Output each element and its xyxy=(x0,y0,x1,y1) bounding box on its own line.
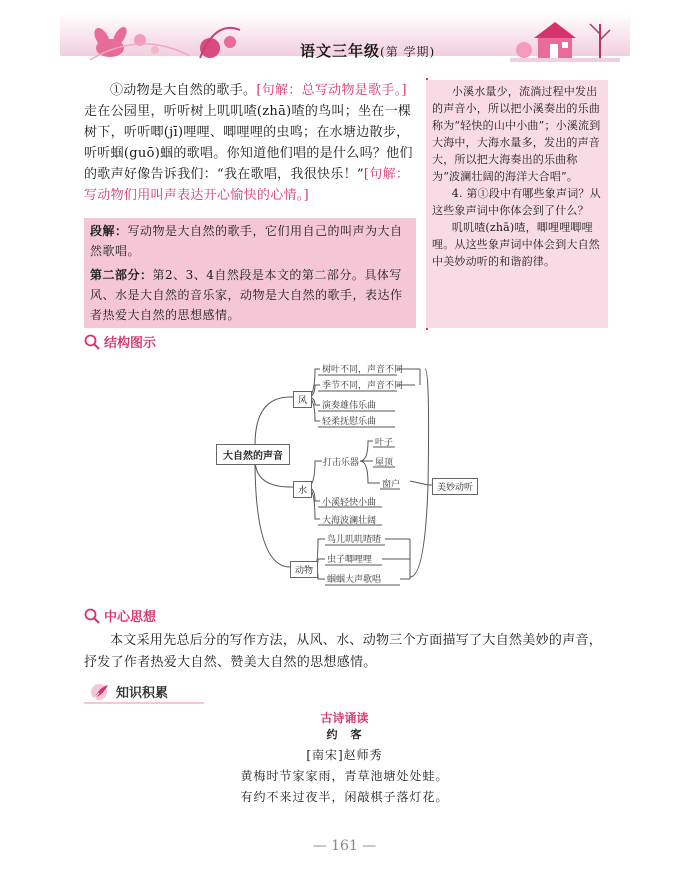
poem-title: 约 客 xyxy=(326,728,363,741)
sidebar-answer-4: 叽叽喳(zhā)喳，唧哩哩唧哩哩。从这些象声词中体会到大自然中美妙动听的和谐韵律。 xyxy=(432,221,600,268)
diagram-water-sub-item: 屋顶 xyxy=(375,458,394,468)
diagram-animal-item: 鸟儿叽叽喳喳 xyxy=(327,535,382,545)
knowledge-heading-text: 知识积累 xyxy=(116,686,169,701)
diagram-water-sub-label: 打击乐器 xyxy=(323,458,360,468)
page-number: — 161 — xyxy=(312,838,377,854)
paragraph-1 xyxy=(84,80,416,206)
magnifier-icon xyxy=(84,334,100,350)
diagram-water-sub-item: 叶子 xyxy=(375,438,394,448)
part-two-text: 第2、3、4自然段是本文的第二部分。具体写风、水是大自然的音乐家，动物是大自然的歌手，表达作者热爱大自然的思想感情。 xyxy=(90,268,403,322)
page-header xyxy=(0,0,689,70)
sidebar-notes xyxy=(426,80,608,328)
diagram-root: 大自然的声音 xyxy=(216,444,290,465)
diagram-conclusion: 美妙动听 xyxy=(432,478,478,495)
paragraph-analysis-label: 段解： xyxy=(90,224,128,238)
diagram-branch-wind: 风 xyxy=(293,391,312,408)
central-idea-heading xyxy=(84,606,156,625)
part-two-summary xyxy=(84,262,416,328)
diagram-water-item: 小溪轻快小曲 xyxy=(322,498,377,508)
diagram-branch-water: 水 xyxy=(293,481,312,498)
structure-heading-text: 结构图示 xyxy=(104,336,157,351)
header-title xyxy=(300,40,435,61)
poem-author: [南宋]赵师秀 xyxy=(306,748,383,762)
sentence-annotation-2: [句解：写动物们用叫声表达开心愉快的心情。] xyxy=(84,167,410,203)
book-title: 语文三年级 xyxy=(300,42,381,60)
central-idea-text: 本文采用先总后分的写作方法，从风、水、动物三个方面描写了大自然美妙的声音，抒发了作者热爱大自然、赞美大自然的思想感情。 xyxy=(84,633,603,670)
magnifier-icon xyxy=(84,608,100,624)
diagram-wind-item: 树叶不同，声音不同 xyxy=(322,365,404,375)
diagram-animal-item: 蝈蝈大声歌唱 xyxy=(327,575,382,585)
term-label: (第 学期) xyxy=(380,45,436,59)
central-idea-heading-text: 中心思想 xyxy=(104,610,157,625)
diagram-water-item: 大海波澜壮阔 xyxy=(322,516,377,526)
diagram-water-sub-item: 窗户 xyxy=(382,480,401,490)
diagram-wind-item: 轻柔抚慰乐曲 xyxy=(322,417,377,427)
paragraph-1-body: 走在公园里，听听树上叽叽喳(zhā)喳的鸟叫；坐在一棵树下，听听唧(jī)哩哩、唧哩哩的虫鸣；在水塘边散步，听听蝈(guō)蝈的歌唱。你知道他们唱的是什么吗？他们的歌声好像告诉我们：“我在歌唱，我很快乐！” xyxy=(84,104,413,182)
poem-line-2: 有约不来过夜半，闲敲棋子落灯花。 xyxy=(240,790,449,804)
sentence-annotation-1: [句解：总写动物是歌手。] xyxy=(256,83,407,98)
structure-heading xyxy=(84,332,156,351)
paragraph-analysis xyxy=(84,218,416,264)
floral-decoration-icon xyxy=(80,10,260,66)
sidebar-answer-3: 小溪水量少，流淌过程中发出的声音小，所以把小溪奏出的乐曲称为“轻快的山中小曲”；小溪流到大海中，大海水量多，发出的声音大，所以把大海奏出的乐曲称为“波澜壮阔的海洋大合唱”。 xyxy=(432,85,601,183)
quill-icon xyxy=(90,683,112,701)
paragraph-analysis-text: 写动物是大自然的歌手，它们用自己的叫声为大自然歌唱。 xyxy=(90,224,403,258)
knowledge-underline xyxy=(84,700,204,706)
poem-section-title: 古诗诵读 xyxy=(320,711,369,725)
house-decoration-icon xyxy=(510,10,620,66)
paragraph-1-lead: ①动物是大自然的歌手。 xyxy=(110,83,257,98)
diagram-wind-item: 演奏雄伟乐曲 xyxy=(322,401,377,411)
diagram-animal-item: 虫子唧哩哩 xyxy=(327,555,373,565)
knowledge-heading xyxy=(90,682,168,701)
part-two-label: 第二部分： xyxy=(90,268,153,282)
diagram-wind-item: 季节不同，声音不同 xyxy=(322,381,404,391)
structure-diagram xyxy=(210,357,500,597)
diagram-branch-animals: 动物 xyxy=(290,561,318,578)
sidebar-question-4: 4. 第①段中有哪些象声词？从这些象声词中你体会到了什么？ xyxy=(432,187,601,217)
poem-line-1: 黄梅时节家家雨，青草池塘处处蛙。 xyxy=(240,769,449,783)
